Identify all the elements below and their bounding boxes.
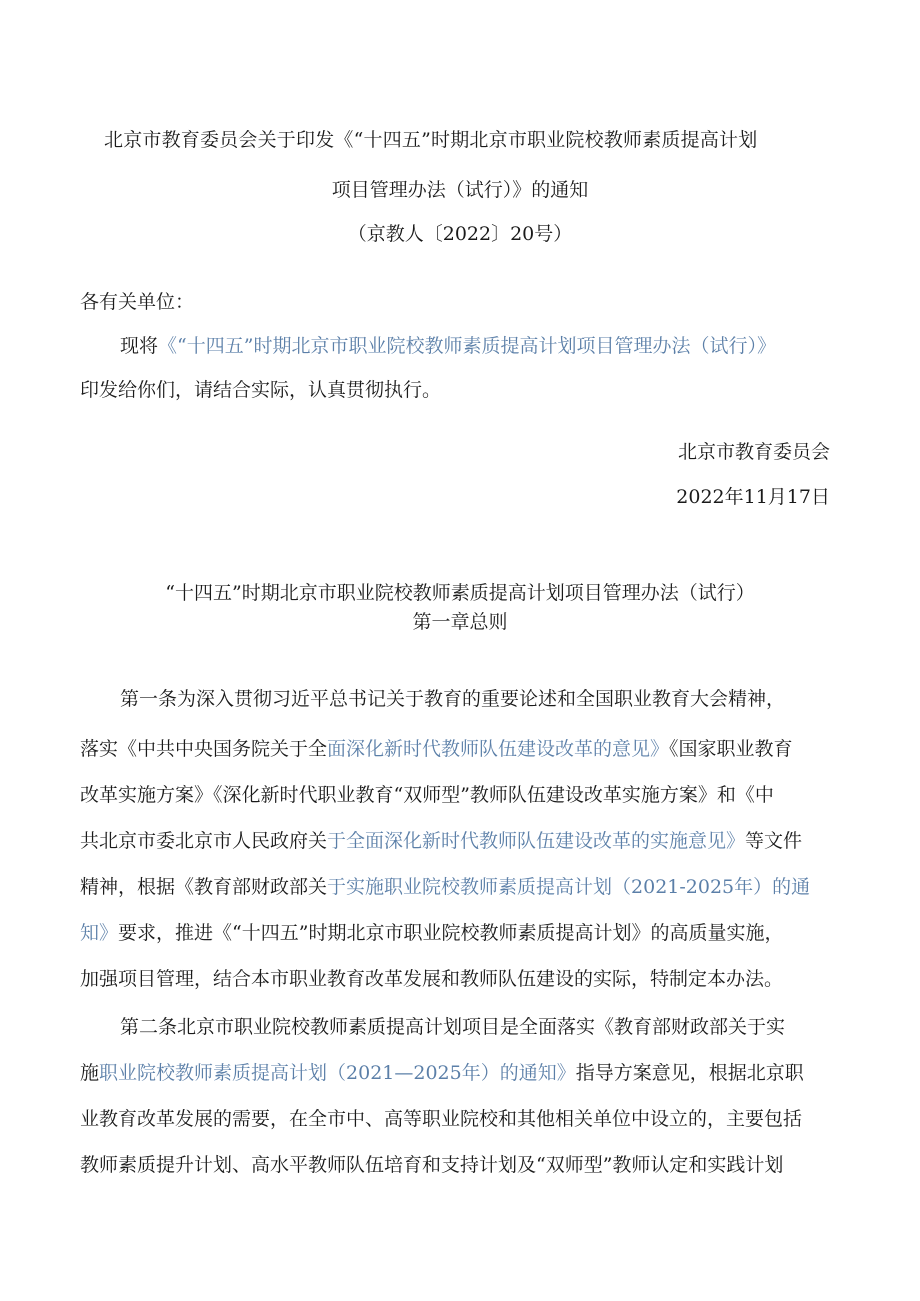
article2-line-3: 业教育改革发展的需要，在全市中、高等职业院校和其他相关单位中设立的，主要包括	[80, 1108, 803, 1130]
article1-line-2-tail: 《国家职业教育	[669, 738, 793, 760]
article2-line-4: 教师素质提升计划、高水平教师队伍培育和支持计划及“双师型”教师认定和实践计划	[80, 1154, 784, 1176]
article1-line-3: 改革实施方案》《深化新时代职业教育“双师型”教师队伍建设改革实施方案》和《中	[80, 784, 774, 806]
article1-line-6-text: 要求，推进《“十四五”时期北京市职业院校教师素质提高计划》的高质量实施，	[118, 922, 784, 944]
article1-line-5-text: 精神，根据《教育部财政部关	[80, 876, 328, 898]
document-title-line-2: 项目管理办法（试行）》的通知	[331, 179, 589, 201]
notice-body-prefix: 现将	[120, 335, 159, 357]
article1-link-3[interactable]: 于实施职业院校教师素质提高计划（2021-2025年）的通	[327, 876, 811, 898]
article1-line-4-text: 共北京市委北京市人民政府关	[80, 830, 328, 852]
article1-line-7: 加强项目管理，结合本市职业教育改革发展和教师队伍建设的实际，特制定本办法。	[80, 968, 784, 990]
notice-document-link[interactable]: 《“十四五”时期北京市职业院校教师素质提高计划项目管理办法（试行）》	[158, 335, 776, 357]
notice-body-line-1	[120, 334, 776, 358]
notice-body-line-2: 印发给你们，请结合实际，认真贯彻执行。	[80, 379, 442, 401]
article1-link-3-continued[interactable]: 知》	[80, 922, 119, 944]
article1-line-4-tail: 等文件	[745, 830, 803, 852]
article2-line-2	[80, 1061, 804, 1085]
article1-line-6	[80, 921, 783, 945]
article2-link-1[interactable]: 职业院校教师素质提高计划（2021—2025年）的通知》	[99, 1062, 576, 1084]
document-title-line-1: 北京市教育委员会关于印发《“十四五”时期北京市职业院校教师素质提高计划	[104, 129, 758, 151]
issue-date: 2022年11月17日	[676, 486, 830, 508]
article1-link-1[interactable]: 面深化新时代教师队伍建设改革的意见》	[327, 738, 670, 760]
article2-line-2-tail: 指导方案意见，根据北京职	[575, 1062, 804, 1084]
chapter-heading: 第一章总则	[412, 611, 508, 633]
article1-line-1: 第一条为深入贯彻习近平总书记关于教育的重要论述和全国职业教育大会精神，	[120, 688, 786, 710]
article1-link-2[interactable]: 于全面深化新时代教师队伍建设改革的实施意见》	[327, 830, 746, 852]
article1-line-2	[80, 737, 793, 761]
article1-line-4	[80, 829, 802, 853]
article1-line-2-text: 落实《中共中央国务院关于全	[80, 738, 328, 760]
document-number: （京教人〔2022〕20号）	[347, 223, 573, 245]
article2-line-1: 第二条北京市职业院校教师素质提高计划项目是全面落实《教育部财政部关于实	[120, 1016, 786, 1038]
salutation: 各有关单位：	[80, 291, 195, 313]
article1-line-5	[80, 875, 810, 899]
article2-line-2-text: 施	[80, 1062, 100, 1084]
issuer-signature: 北京市教育委员会	[677, 441, 830, 463]
attachment-title: “十四五”时期北京市职业院校教师素质提高计划项目管理办法（试行）	[165, 582, 755, 604]
